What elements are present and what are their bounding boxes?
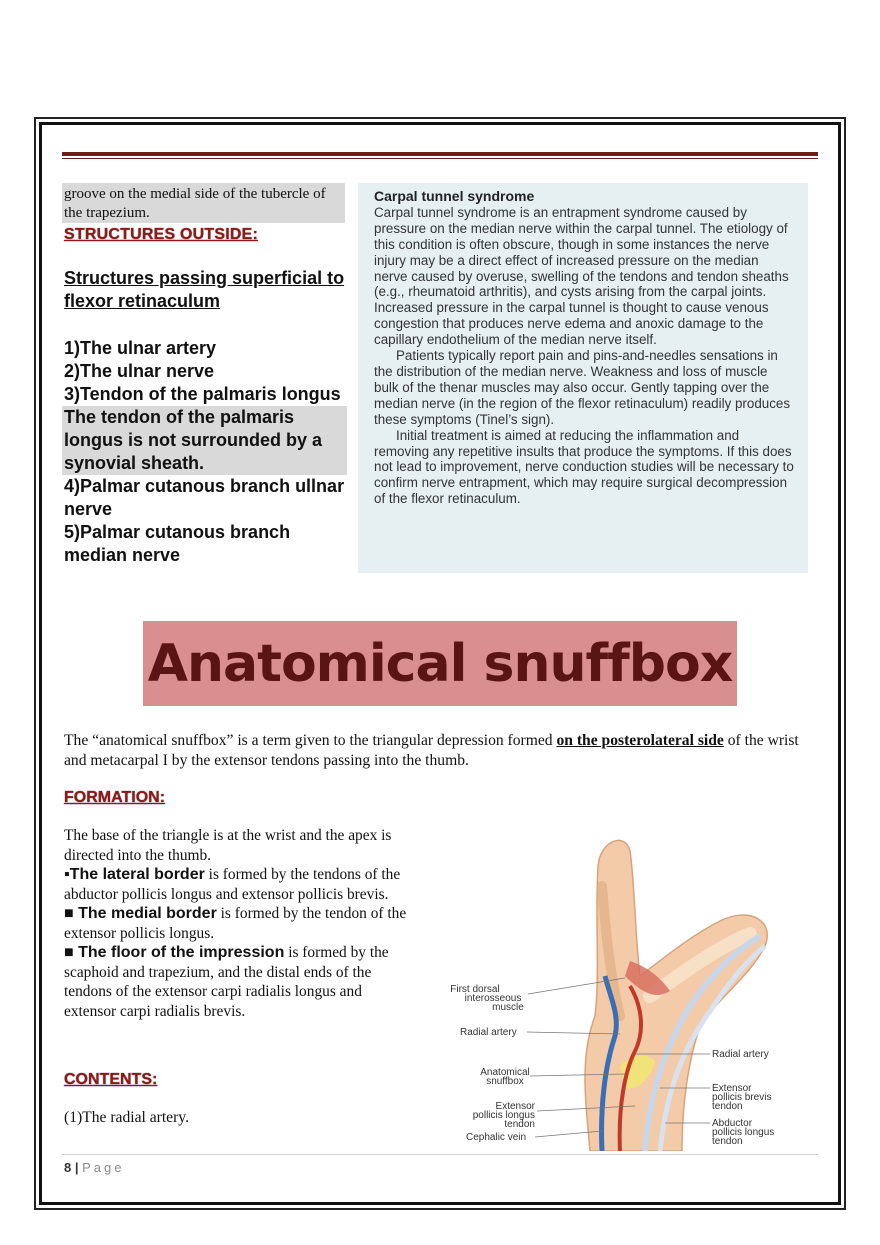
label-epb: tendon — [712, 1101, 743, 1112]
snuffbox-diagram — [420, 826, 820, 1151]
footer-rule — [62, 1154, 818, 1155]
label-epl: tendon — [504, 1119, 535, 1130]
formation-text — [64, 826, 414, 1021]
contents-item: (1)The radial artery. — [64, 1109, 189, 1126]
floor-text: is formed by the scaphoid and trapezium, and the distal ends of the tendons of the extensor carpi radialis longus and extensor carpi radialis brevis. — [64, 944, 389, 1020]
page-number: 8 — [64, 1160, 72, 1175]
label-epb: Extensor — [712, 1083, 752, 1094]
medial-border-label: The medial border — [78, 905, 217, 922]
lateral-border-label: The lateral border — [69, 866, 205, 883]
list-item: 1)The ulnar artery — [64, 338, 217, 358]
header-rule — [62, 152, 818, 156]
list-item: 3)Tendon of the palmaris longus — [64, 384, 341, 404]
floor-bullet: ■ — [64, 944, 79, 961]
label-radial-artery-right: Radial artery — [712, 1049, 769, 1060]
section-banner — [143, 621, 737, 706]
intro-text: of the wrist and metacarpal I by the extensor tendons passing into the thumb. — [64, 732, 799, 769]
structures-list — [64, 337, 349, 567]
label-apl: tendon — [712, 1136, 743, 1147]
banner-title: Anatomical snuffbox — [147, 633, 733, 694]
contents-heading: CONTENTS: — [64, 1071, 158, 1088]
formation-heading: FORMATION: — [64, 789, 166, 806]
carpal-tunnel-box — [358, 183, 808, 573]
floor-label: The floor of the impression — [78, 944, 285, 961]
page-footer — [64, 1160, 124, 1175]
label-epb: pollicis brevis — [712, 1092, 772, 1103]
label-cephalic-vein: Cephalic vein — [466, 1132, 527, 1143]
palmaris-note: The tendon of the palmaris longus is not surrounded by a synovial sheath. — [62, 406, 347, 475]
footer-separator: | — [71, 1160, 83, 1175]
list-item: 4)Palmar cutanous branch ullnar nerve — [64, 476, 345, 519]
lateral-border-text: is formed by the tendons of the abductor pollicis longus and extensor pollicis brevis. — [64, 866, 401, 903]
label-epl: Extensor — [495, 1101, 535, 1112]
lateral-bullet: ▪ — [64, 866, 70, 883]
intro-paragraph — [64, 731, 824, 771]
groove-note: groove on the medial side of the tubercle of the trapezium. — [62, 183, 345, 223]
box-paragraph: Initial treatment is aimed at reducing the inflammation and removing any repetitive insults that produce the symptoms. If this does not lead to improvement, nerve conduction studies will be necessary to confirm nerve entrapment, which may require surgical decompression of the flexor retinaculum. — [374, 427, 794, 507]
list-item: 5)Palmar cutanous branch median nerve — [64, 522, 291, 565]
base-text: The base of the triangle is at the wrist and the apex is directed into the thumb. — [64, 827, 392, 864]
box-paragraph: Carpal tunnel syndrome is an entrapment syndrome caused by pressure on the median nerve within the carpal tunnel. The etiology of this condition is often obscure, though in some instances the nerve injury may be a direct effect of increased pressure on the median nerve caused by overuse, swelling of the tendons and tendon sheaths (e.g., rheumatoid arthritis), and cysts arising from the carpal joints. Increased pressure in the carpal tunnel is thought to cause venous congestion that produces nerve edema and anoxic damage to the capillary endothelium of the median nerve itself. — [374, 204, 789, 348]
page-label: Page — [82, 1160, 125, 1175]
label-snuffbox: Anatomical — [480, 1067, 530, 1078]
superficial-structures-heading: Structures passing superficial to flexor retinaculum — [64, 268, 345, 311]
intro-emphasis: on the posterolateral side — [556, 732, 724, 749]
intro-text: The “anatomical snuffbox” is a term given to the triangular depression formed — [64, 732, 557, 749]
label-first-dorsal: First dorsal — [450, 984, 500, 995]
box-title: Carpal tunnel syndrome — [374, 188, 535, 204]
medial-bullet: ■ — [64, 905, 79, 922]
structures-outside-heading: STRUCTURES OUTSIDE: — [64, 226, 259, 243]
label-first-dorsal: muscle — [492, 1002, 524, 1013]
label-first-dorsal: interosseous — [464, 993, 522, 1004]
box-paragraph: Patients typically report pain and pins-and-needles sensations in the distribution of the median nerve. Weakness and loss of muscle bulk of the thenar muscles may also occur. Gently tapping over the median nerve (in the region of the flexor retinaculum) readily produces these symptoms (Tinel’s sign). — [374, 348, 791, 427]
list-item: 2)The ulnar nerve — [64, 361, 215, 381]
label-apl: Abductor — [712, 1118, 753, 1129]
header-rule-thin — [62, 158, 818, 159]
label-apl: pollicis longus — [712, 1127, 775, 1138]
label-snuffbox: snuffbox — [486, 1076, 524, 1087]
label-epl: pollicis longus — [472, 1110, 535, 1121]
medial-border-text: is formed by the tendon of the extensor pollicis longus. — [64, 905, 407, 942]
label-radial-artery: Radial artery — [460, 1027, 517, 1038]
